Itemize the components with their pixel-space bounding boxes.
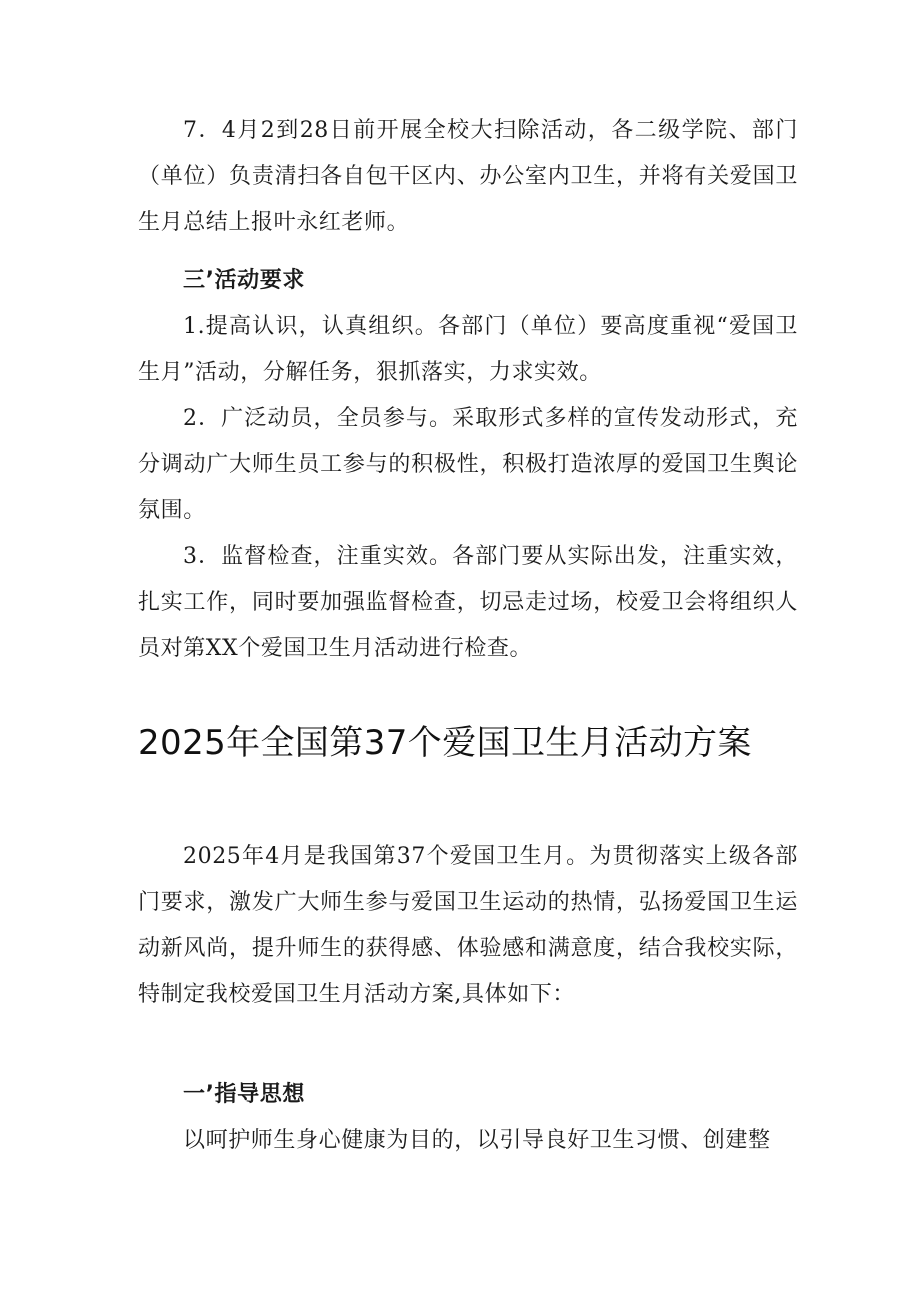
guiding-thought-paragraph: 以呵护师生身心健康为目的，以引导良好卫生习惯、创建整 <box>183 1128 771 1153</box>
item-7-paragraph: 7．4月2到28日前开展全校大扫除活动，各二级学院、部门（单位）负责清扫各自包干区内、办公室内卫生，并将有关爱国卫生月总结上报叶永红老师。 <box>138 118 798 235</box>
section-heading-guiding-thought: 一’指导思想 <box>183 1082 305 1107</box>
section-3-block <box>138 258 798 672</box>
requirement-2-paragraph: 2．广泛动员，全员参与。采取形式多样的宣传发动形式，充分调动广大师生员工参与的积极性，积极打造浓厚的爱国卫生舆论氛围。 <box>138 406 798 523</box>
intro-paragraph: 2025年4月是我国第37个爱国卫生月。为贯彻落实上级各部门要求，激发广大师生参与爱国卫生运动的热情，弘扬爱国卫生运动新风尚，提升师生的获得感、体验感和满意度，结合我校实际，特制定我校爱国卫生月活动方案,具体如下： <box>138 844 798 1007</box>
intro-block <box>138 834 798 1018</box>
document-title: 2025年全国第37个爱国卫生月活动方案 <box>138 723 752 763</box>
item-7-block <box>138 108 798 246</box>
requirement-1-paragraph: 1.提高认识，认真组织。各部门（单位）要高度重视“爱国卫生月”活动，分解任务，狠抓落实，力求实效。 <box>138 314 798 385</box>
section-1-block <box>138 1072 798 1164</box>
section-heading-requirements: 三’活动要求 <box>183 268 305 293</box>
requirement-3-paragraph: 3．监督检查，注重实效。各部门要从实际出发，注重实效，扎实工作，同时要加强监督检查，切忌走过场，校爱卫会将组织人员对第XX个爱国卫生月活动进行检查。 <box>138 544 798 661</box>
